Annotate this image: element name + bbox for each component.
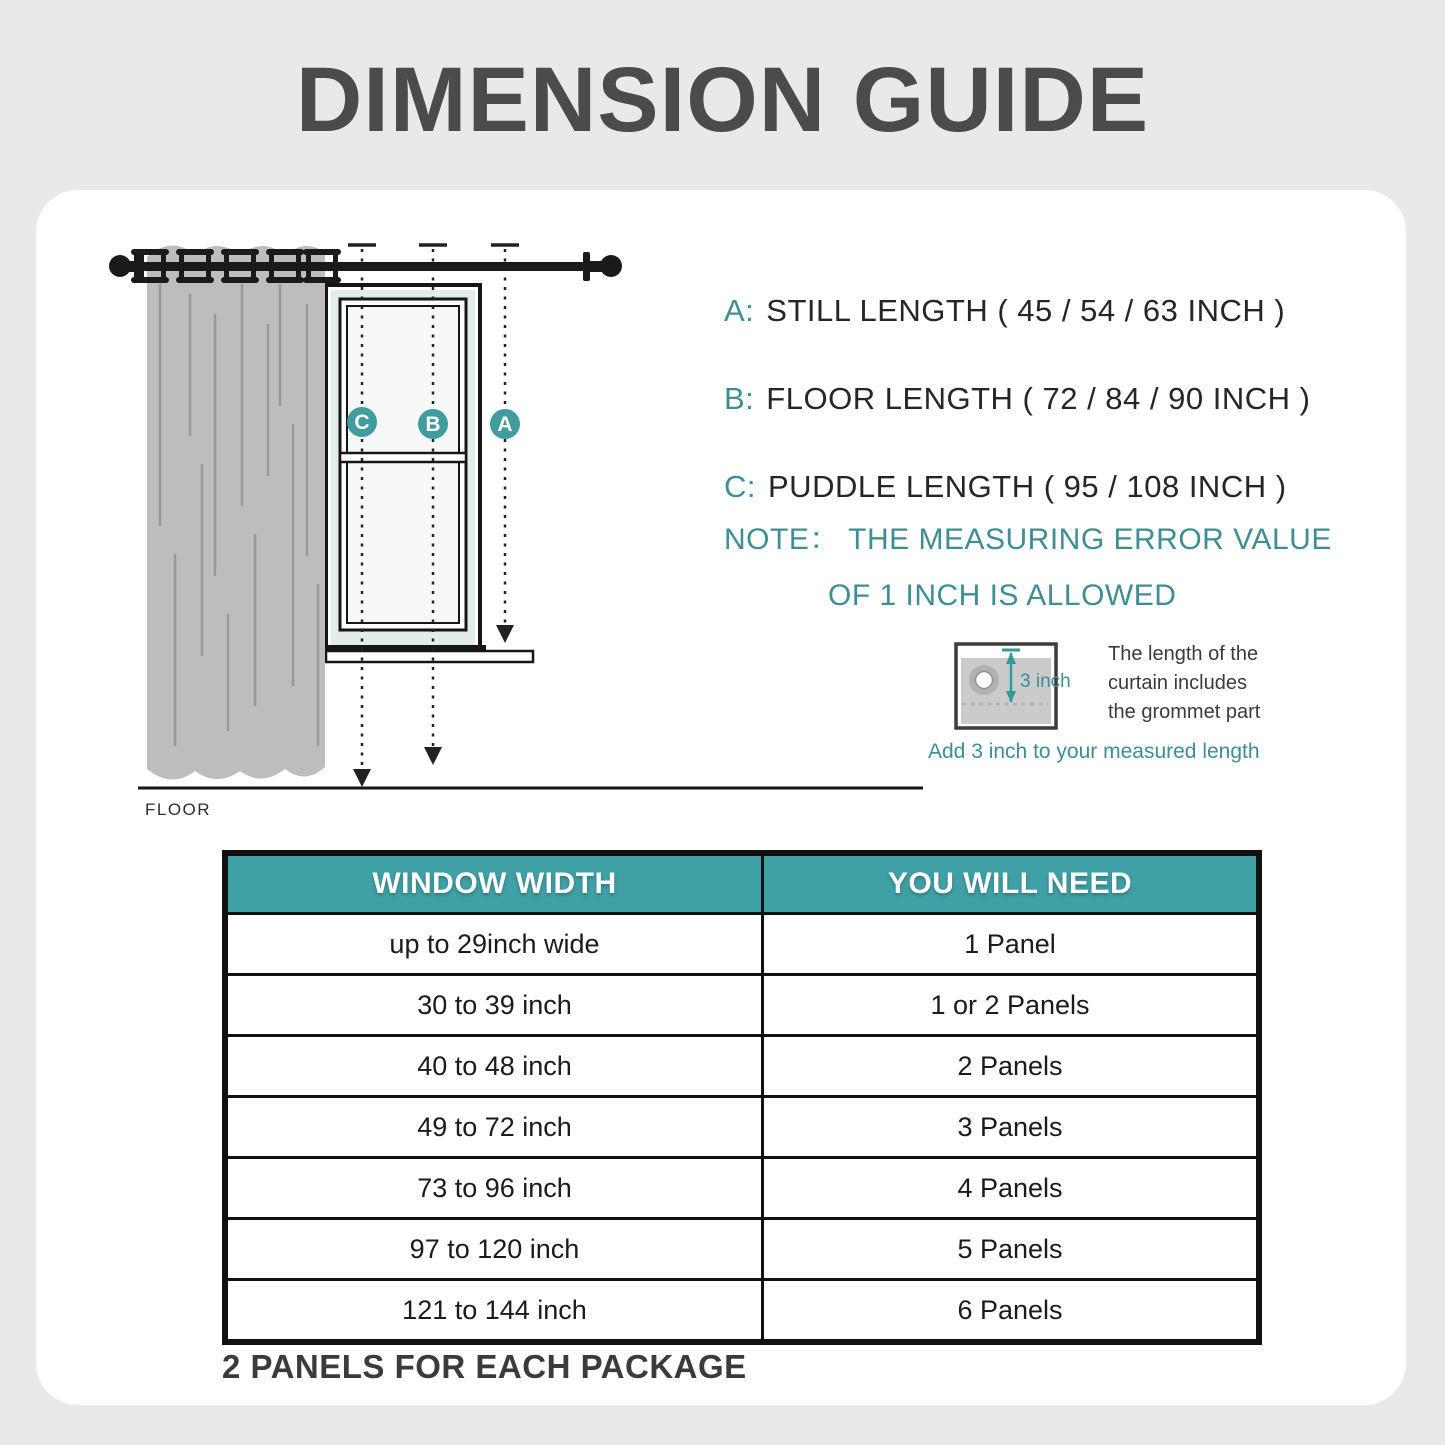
table-cell: 2 Panels [764,1037,1256,1095]
arrowhead-c [353,769,371,787]
note-text-1: THE MEASURING ERROR VALUE [848,523,1332,556]
window-illustration [326,285,533,662]
table-cell: 49 to 72 inch [228,1098,761,1156]
legend-letter-b: B: [724,381,755,416]
marker-letter-b: B [425,413,441,436]
note-line-1 [724,512,1332,568]
table-cell: 97 to 120 inch [228,1220,761,1278]
rod-finial-right [600,255,622,277]
curtain-illustration [147,245,325,779]
table-header-you-will-need: YOU WILL NEED [764,856,1256,912]
page-title: DIMENSION GUIDE [295,49,1150,151]
marker-letter-c: C [354,411,370,434]
table-cell: 4 Panels [764,1159,1256,1217]
table-header-window-width: WINDOW WIDTH [228,856,761,912]
table-cell: up to 29inch wide [228,915,761,973]
arrowhead-b [424,747,442,765]
note-label: NOTE： [724,523,840,556]
table-cell: 5 Panels [764,1220,1256,1278]
legend-row-b [724,381,1310,469]
marker-letter-a: A [497,413,513,436]
table-cell: 121 to 144 inch [228,1281,761,1339]
legend-text-a: STILL LENGTH ( 45 / 54 / 63 INCH ) [766,293,1286,328]
arrowhead-a [496,625,514,643]
legend-letter-a: A: [724,293,755,328]
rod-finial-left [109,255,131,277]
note-line-2: OF 1 INCH IS ALLOWED [828,579,1177,612]
legend-text-c: PUDDLE LENGTH ( 95 / 108 INCH ) [768,469,1287,504]
table-cell: 1 or 2 Panels [764,976,1256,1034]
legend-row-a [724,293,1310,381]
grommet-description [1108,640,1338,727]
grommet-add-note: Add 3 inch to your measured length [928,740,1260,763]
table-cell: 3 Panels [764,1098,1256,1156]
table-cell: 6 Panels [764,1281,1256,1339]
measuring-note [724,512,1332,624]
grommet-desc-line-1: The length of the [1108,643,1259,665]
legend-letter-c: C: [724,469,756,504]
grommet-ring-inner [976,672,993,689]
grommet-desc-line-2: curtain includes [1108,672,1247,694]
window-sill-board [326,651,533,662]
table-cell: 40 to 48 inch [228,1037,761,1095]
panel-size-table [222,850,1262,1345]
legend-text-b: FLOOR LENGTH ( 72 / 84 / 90 INCH ) [766,381,1311,416]
window-mid-rail [340,453,466,462]
package-note: 2 PANELS FOR EACH PACKAGE [222,1348,747,1385]
grommet-desc-line-3: the grommet part [1108,701,1261,723]
floor-label: FLOOR [145,800,212,819]
curtain-rod [109,249,622,283]
table-cell: 1 Panel [764,915,1256,973]
table-cell: 30 to 39 inch [228,976,761,1034]
grommet-arrow-label: 3 inch [1020,671,1071,692]
table-cell: 73 to 96 inch [228,1159,761,1217]
